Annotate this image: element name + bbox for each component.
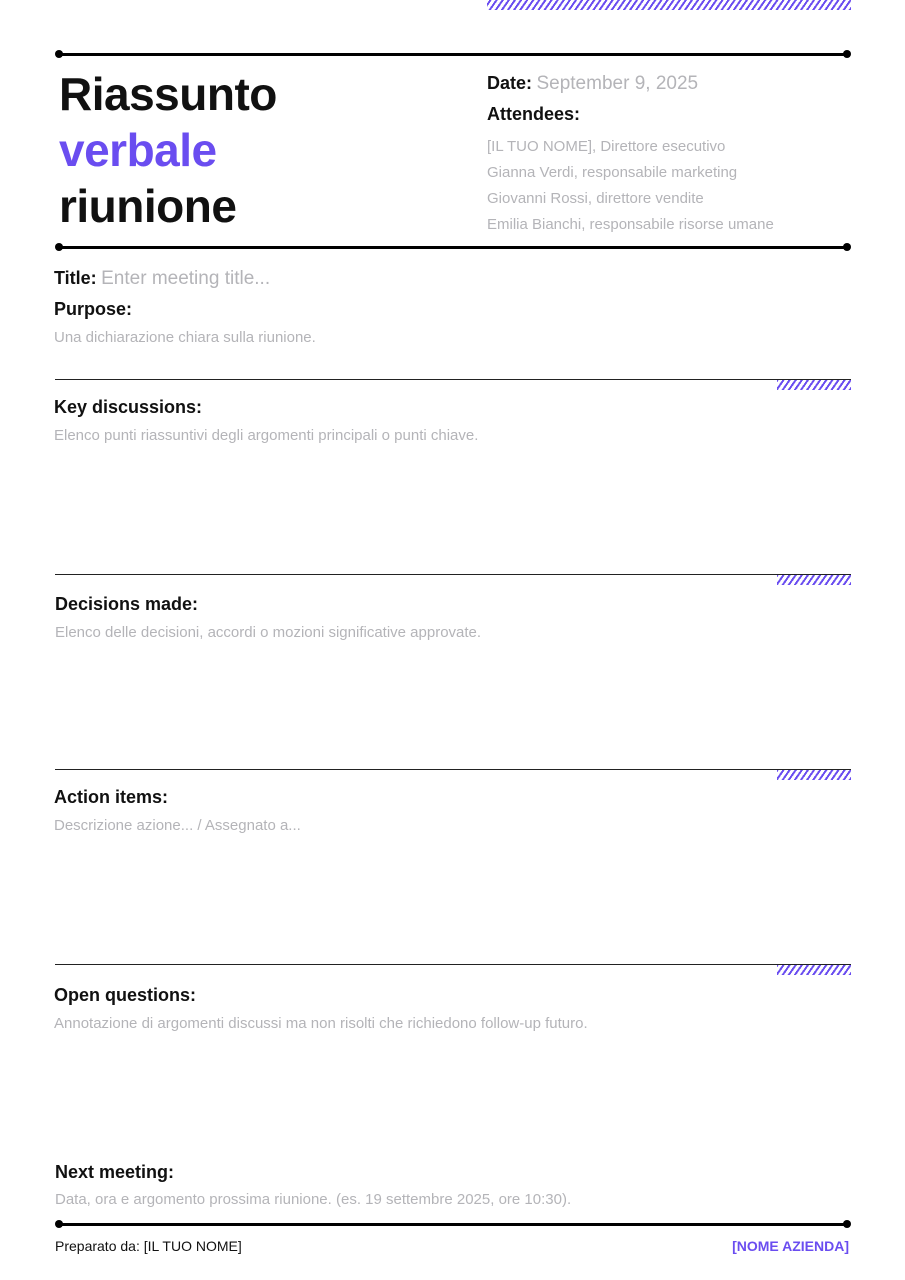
header-bottom-rule — [59, 246, 847, 249]
section-divider — [55, 379, 851, 380]
rule-end-dot — [55, 50, 63, 58]
title-line-2: verbale — [59, 124, 217, 176]
date-value[interactable]: September 9, 2025 — [536, 73, 699, 94]
section-hatch-decoration — [777, 770, 851, 780]
section-hatch-decoration — [777, 965, 851, 975]
action-items-text[interactable]: Descrizione azione... / Assegnato a... — [54, 817, 301, 834]
meeting-title-label: Title: — [54, 268, 97, 288]
date-label: Date: — [487, 73, 533, 93]
title-line-3: riunione — [59, 180, 237, 232]
open-questions-text[interactable]: Annotazione di argomenti discussi ma non risolti che richiedono follow-up futuro. — [54, 1015, 588, 1032]
purpose-label: Purpose: — [54, 299, 133, 319]
attendees-label: Attendees: — [487, 104, 581, 124]
attendee-item[interactable]: Emilia Bianchi, responsabile risorse umane — [487, 216, 774, 233]
section-divider — [55, 769, 851, 770]
section-hatch-decoration — [777, 380, 851, 390]
decisions-label: Decisions made: — [55, 594, 199, 614]
header-top-rule — [59, 53, 847, 56]
prepared-by[interactable]: Preparato da: [IL TUO NOME] — [55, 1238, 242, 1254]
attendee-item[interactable]: [IL TUO NOME], Direttore esecutivo — [487, 138, 726, 155]
page-title — [59, 66, 277, 234]
attendees-list — [487, 134, 774, 238]
footer-rule — [59, 1223, 847, 1226]
section-hatch-decoration — [777, 575, 851, 585]
rule-end-dot — [843, 243, 851, 251]
rule-end-dot — [55, 243, 63, 251]
rule-end-dot — [843, 1220, 851, 1228]
rule-end-dot — [55, 1220, 63, 1228]
section-divider — [55, 574, 851, 575]
key-discussions-label: Key discussions: — [54, 397, 203, 417]
next-meeting-label: Next meeting: — [55, 1162, 175, 1182]
rule-end-dot — [843, 50, 851, 58]
purpose-text[interactable]: Una dichiarazione chiara sulla riunione. — [54, 329, 316, 346]
attendee-item[interactable]: Gianna Verdi, responsabile marketing — [487, 164, 738, 181]
open-questions-label: Open questions: — [54, 985, 197, 1005]
title-line-1: Riassunto — [59, 68, 277, 120]
key-discussions-text[interactable]: Elenco punti riassuntivi degli argomenti principali o punti chiave. — [54, 427, 479, 444]
section-divider — [55, 964, 851, 965]
attendee-item[interactable]: Giovanni Rossi, direttore vendite — [487, 190, 704, 207]
meeting-title-row — [54, 268, 270, 290]
action-items-label: Action items: — [54, 787, 169, 807]
decisions-text[interactable]: Elenco delle decisioni, accordi o mozioni significative approvate. — [55, 624, 482, 641]
meeting-title-input[interactable]: Enter meeting title... — [101, 268, 271, 289]
next-meeting-text[interactable]: Data, ora e argomento prossima riunione. (es. 19 settembre 2025, ore 10:30). — [55, 1191, 572, 1208]
date-row — [487, 73, 698, 95]
top-hatch-decoration — [487, 0, 851, 10]
company-name[interactable]: [NOME AZIENDA] — [732, 1238, 849, 1254]
